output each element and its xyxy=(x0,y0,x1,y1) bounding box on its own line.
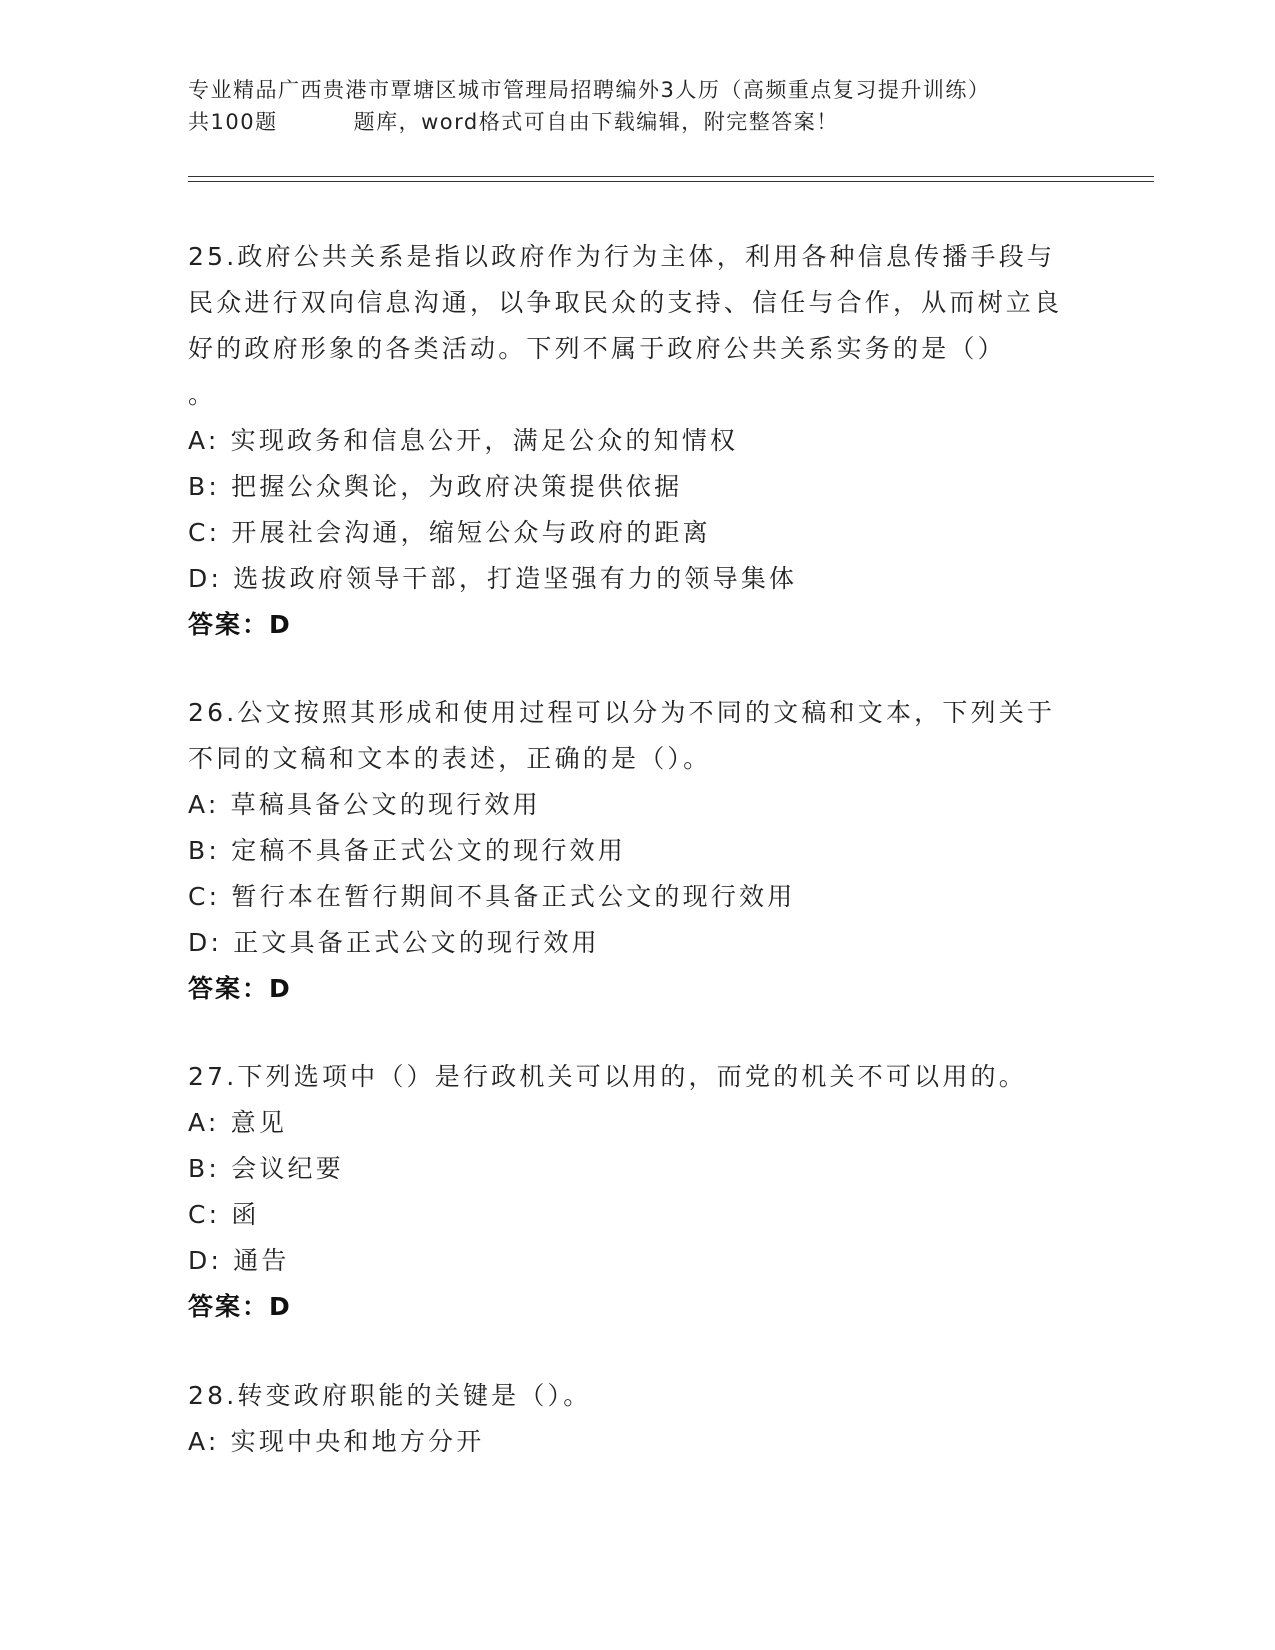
answer: 答案：D xyxy=(188,610,292,639)
option-c: C: 暂行本在暂行期间不具备正式公文的现行效用 xyxy=(188,882,796,911)
question-stem-tail: 。 xyxy=(188,380,217,409)
option-d: D: 通告 xyxy=(188,1246,290,1275)
header-divider-bottom xyxy=(188,181,1154,182)
option-c: C: 函 xyxy=(188,1200,260,1229)
question-stem: 28.转变政府职能的关键是（）。 xyxy=(188,1381,592,1410)
header-question-count: 共100题 xyxy=(188,110,278,134)
question-stem-text: 25.政府公共关系是指以政府作为行为主体，利用各种信息传播手段与民众进行双向信息沟通，以争取民众的支持、信任与合作，从而树立良好的政府形象的各类活动。下列不属于政府公共关系实务的是（） xyxy=(188,242,1063,363)
document-header xyxy=(188,74,1088,138)
header-title: 专业精品广西贵港市覃塘区城市管理局招聘编外3人历（高频重点复习提升训练） xyxy=(188,78,991,102)
question-27 xyxy=(188,1054,1078,1330)
header-divider-top xyxy=(188,176,1154,177)
header-description: 题库，word格式可自由下载编辑，附完整答案！ xyxy=(353,110,839,134)
option-b: B: 把握公众舆论，为政府决策提供依据 xyxy=(188,472,683,501)
answer: 答案：D xyxy=(188,1292,292,1321)
answer: 答案：D xyxy=(188,974,292,1003)
option-a: A: 实现中央和地方分开 xyxy=(188,1427,485,1456)
option-a: A: 实现政务和信息公开，满足公众的知情权 xyxy=(188,426,739,455)
question-28 xyxy=(188,1373,1078,1465)
option-d: D: 选拔政府领导干部，打造坚强有力的领导集体 xyxy=(188,564,798,593)
question-25 xyxy=(188,234,1078,648)
option-a: A: 意见 xyxy=(188,1108,288,1137)
option-c: C: 开展社会沟通，缩短公众与政府的距离 xyxy=(188,518,711,547)
question-stem xyxy=(188,234,1078,418)
option-b: B: 定稿不具备正式公文的现行效用 xyxy=(188,836,626,865)
option-b: B: 会议纪要 xyxy=(188,1154,344,1183)
question-stem: 27.下列选项中（）是行政机关可以用的，而党的机关不可以用的。 xyxy=(188,1062,1027,1091)
question-stem: 26.公文按照其形成和使用过程可以分为不同的文稿和文本，下列关于不同的文稿和文本的表述，正确的是（）。 xyxy=(188,698,1056,773)
header-subtitle xyxy=(188,106,1088,138)
option-d: D: 正文具备正式公文的现行效用 xyxy=(188,928,600,957)
question-26 xyxy=(188,690,1078,1012)
option-a: A: 草稿具备公文的现行效用 xyxy=(188,790,541,819)
